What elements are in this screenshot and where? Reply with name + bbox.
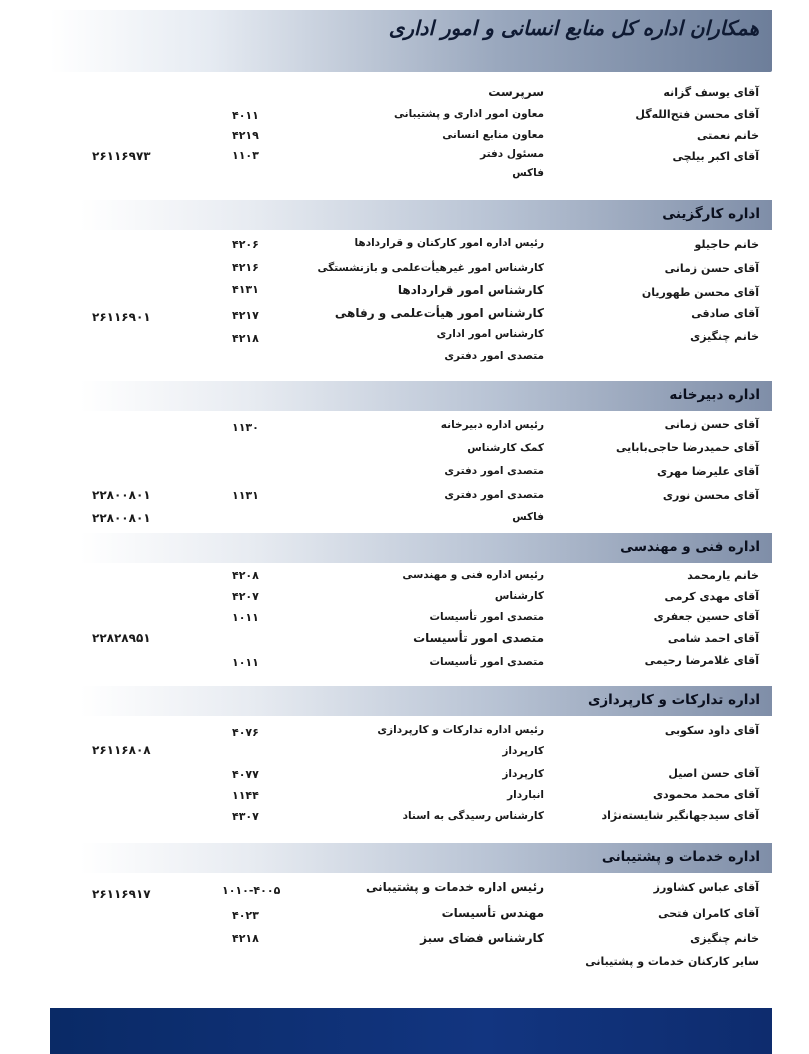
role-title: متصدی امور دفتری	[444, 489, 544, 501]
section-bar-services	[80, 843, 772, 873]
person-name: آقای صادقی	[691, 307, 759, 320]
extension-number: ۱۰۱۱	[232, 656, 259, 669]
footer-band	[50, 1008, 772, 1054]
role-title: رئیس اداره تدارکات و کارپردازی	[377, 724, 544, 736]
extension-number: ۴۰۱۱	[232, 109, 259, 122]
role-title: مهندس تأسیسات	[441, 906, 544, 920]
section-bar-procurement	[80, 686, 772, 716]
person-name: خانم یارمحمد	[687, 569, 759, 582]
section-bar-engineering	[80, 533, 772, 563]
role-title: متصدی امور دفتری	[444, 465, 544, 477]
person-name: آقای غلامرضا رحیمی	[644, 654, 759, 667]
extension-number: ۱۱۳۰	[232, 421, 259, 434]
role-title: کارپرداز	[502, 745, 544, 757]
extension-number: ۴۲۰۶	[232, 238, 259, 251]
role-title: معاون منابع انسانی	[442, 129, 544, 141]
role-title: کارپرداز	[502, 768, 544, 780]
person-name: آقای محسن نوری	[662, 489, 759, 502]
person-name: خانم نعمتی	[697, 129, 759, 142]
person-name: خانم چنگیزی	[690, 330, 759, 343]
person-name: خانم چنگیزی	[690, 932, 759, 945]
role-title: رئیس اداره فنی و مهندسی	[402, 569, 544, 581]
person-name: آقای داود سکوبی	[664, 724, 759, 737]
extension-number: ۴۲۱۸	[232, 932, 259, 945]
extension-number: ۴۲۰۷	[232, 590, 259, 603]
section-title: اداره تدارکات و کارپردازی	[587, 692, 760, 708]
extension-number: ۱۰۱۰-۴۰۰۵	[222, 884, 281, 897]
role-title: سرپرست	[488, 85, 544, 99]
role-title: معاون امور اداری و پشتیبانی	[394, 108, 544, 120]
role-title: رئیس اداره امور کارکنان و قراردادها	[354, 237, 544, 249]
person-name: آقای حسن زمانی	[664, 418, 759, 431]
extension-number: ۴۰۷۶	[232, 726, 259, 739]
extension-number: ۱۱۴۴	[232, 789, 259, 802]
person-name: آقای حسن اصیل	[668, 767, 759, 780]
phone-number: ۲۲۸۰۰۸۰۱	[92, 488, 151, 502]
section-bar-secretariat	[80, 381, 772, 411]
role-title: کارشناس امور قراردادها	[397, 283, 544, 297]
extension-number: ۱۱۰۳	[232, 149, 259, 162]
extension-number: ۴۳۰۷	[232, 810, 259, 823]
extension-number: ۴۲۰۸	[232, 569, 259, 582]
person-name: آقای علیرضا مهری	[657, 465, 759, 478]
phone-number: ۲۶۱۱۶۸۰۸	[92, 743, 151, 757]
person-name: آقای اکبر بیلچی	[672, 150, 759, 163]
phone-number: ۲۲۸۰۰۸۰۱	[92, 511, 151, 525]
phone-number: ۲۶۱۱۶۹۱۷	[92, 887, 151, 901]
person-name: آقای حمیدرضا حاجی‌بابایی	[616, 441, 759, 454]
person-name: آقای محسن فتح‌الله‌گل	[635, 108, 759, 121]
person-name: آقای حسن زمانی	[664, 262, 759, 275]
phone-number: ۲۶۱۱۶۹۷۳	[92, 149, 151, 163]
section-title: اداره دبیرخانه	[669, 387, 760, 403]
person-name: آقای سیدجهانگیر شایسته‌نژاد	[601, 809, 759, 822]
person-name: آقای محسن طهوریان	[641, 286, 759, 299]
role-title: کارشناس امور هیأت‌علمی و رفاهی	[334, 306, 544, 320]
role-title: متصدی امور تأسیسات	[429, 611, 544, 623]
role-title: فاکس	[512, 511, 544, 523]
section-title: اداره خدمات و پشتیبانی	[601, 849, 760, 865]
role-title: کارشناس امور غیرهیأت‌علمی و بازنشستگی	[317, 262, 544, 274]
extension-number: ۱۱۳۱	[232, 489, 259, 502]
role-title: مسئول دفتر	[480, 148, 544, 160]
person-name: آقای مهدی کرمی	[664, 590, 759, 603]
extension-number: ۴۲۱۷	[232, 309, 259, 322]
role-title: فاکس	[512, 167, 544, 179]
extension-number: ۴۲۱۶	[232, 261, 259, 274]
person-name: آقای احمد شامی	[667, 632, 759, 645]
phone-number: ۲۲۸۲۸۹۵۱	[92, 631, 151, 645]
section-title: اداره فنی و مهندسی	[620, 539, 760, 555]
person-name: آقای کامران فتحی	[658, 907, 759, 920]
extension-number: ۴۱۳۱	[232, 283, 259, 296]
person-name: آقای یوسف گزانه	[663, 86, 759, 99]
role-title: متصدی امور تأسیسات	[429, 656, 544, 668]
role-title: کارشناس	[494, 590, 544, 602]
role-title: رئیس اداره دبیرخانه	[440, 419, 544, 431]
section-bar-recruitment	[80, 200, 772, 230]
person-name: خانم حاجیلو	[694, 238, 759, 251]
role-title: کمک کارشناس	[467, 442, 544, 454]
role-title: انباردار	[507, 789, 544, 801]
extension-number: ۴۰۲۳	[232, 909, 259, 922]
extension-number: ۴۲۱۸	[232, 332, 259, 345]
role-title: کارشناس رسیدگی به اسناد	[402, 810, 544, 822]
person-name: آقای عباس کشاورز	[653, 881, 759, 894]
phone-number: ۲۶۱۱۶۹۰۱	[92, 310, 151, 324]
role-title: کارشناس امور اداری	[436, 328, 544, 340]
person-name: آقای محمد محمودی	[652, 788, 759, 801]
extension-number: ۱۰۱۱	[232, 611, 259, 624]
extension-number: ۴۲۱۹	[232, 129, 259, 142]
page-title: همکاران اداره کل منابع انسانی و امور اداری	[388, 16, 759, 40]
role-title: کارشناس فضای سبز	[420, 931, 544, 945]
section-title: اداره کارگزینی	[662, 206, 760, 222]
person-name: سایر کارکنان خدمات و پشتیبانی	[585, 955, 759, 968]
extension-number: ۴۰۷۷	[232, 768, 259, 781]
role-title: متصدی امور دفتری	[444, 350, 544, 362]
role-title: رئیس اداره خدمات و پشتیبانی	[366, 880, 544, 894]
role-title: متصدی امور تأسیسات	[413, 631, 544, 645]
person-name: آقای حسین جعفری	[653, 610, 759, 623]
